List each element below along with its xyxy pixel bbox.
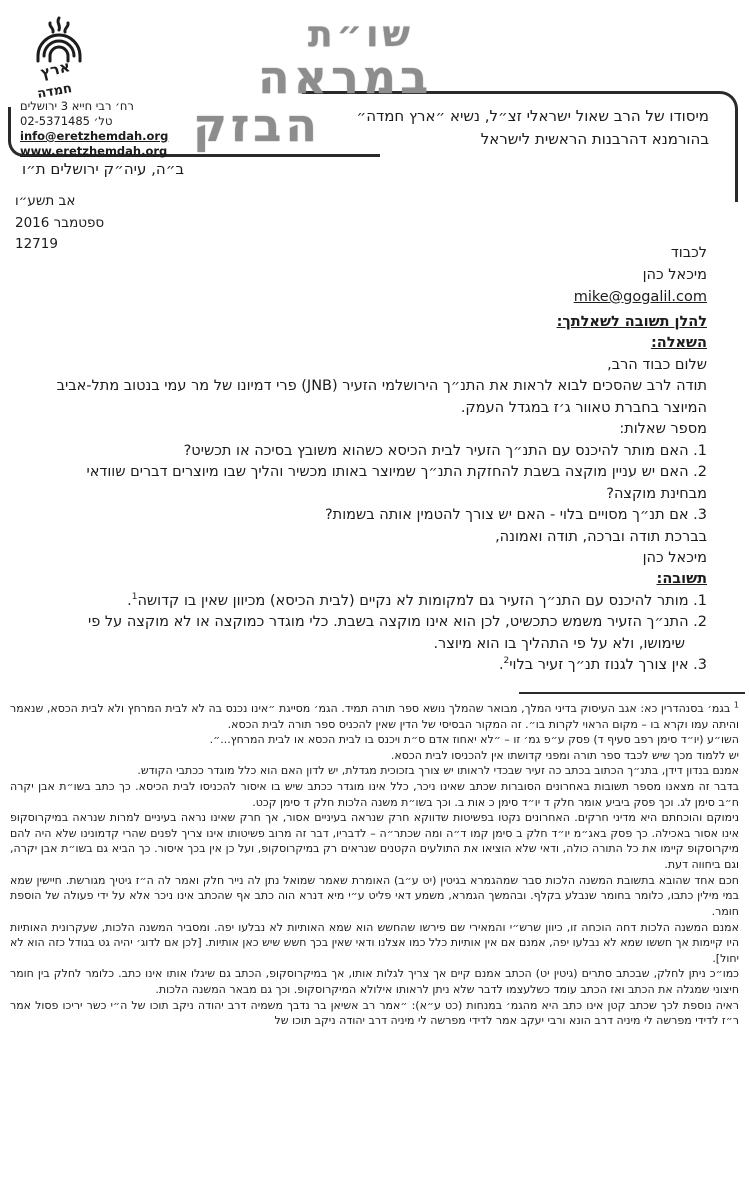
gregorian-date: ספטמבר 2016 (15, 214, 105, 231)
question-item (42, 462, 707, 505)
svg-text:ארץ: ארץ (38, 57, 72, 82)
question-list-intro: מספר שאלות: (619, 421, 707, 438)
footnote-paragraph: כמו״כ ניתן לחלק, שבכתב סתרים (גיטין יט) הכתב אמנם קיים אך צריך לגלות אותו, אך במיקרוסקופ, הכתב גם שיגלו אותו אינו כתב. כלומר לחלק בין חומר חיצוני שמגלה את הכתב ואז הכתב עומד כשלעצמו לדבר שלא ניתן לראותו אילולא המיקרוסקופ. וכך גם מבאר המשנה הלכות. (10, 967, 739, 996)
footnote-reference: 2 (503, 656, 510, 667)
date-reference-block (15, 191, 104, 256)
recipient-name: מיכאל כהן (642, 266, 707, 283)
question-item-text: אם תנ״ך מסויים בלוי - האם יש צורך להטמין אותה בשמות? (324, 507, 689, 524)
eretz-hemdah-logo-icon (26, 14, 92, 106)
question-signature: מיכאל כהן (642, 549, 707, 566)
footnote-paragraph: יש ללמוד מכך שיש לכבד ספר תורה ומפני קדושתו אין להכניסו לבית הכסא. (390, 748, 739, 762)
answer-item-text: אין צורך לגנוז תנ״ך זעיר בלוי (509, 657, 689, 674)
recipient-block (574, 243, 707, 308)
footnote-marker: 1 (733, 700, 739, 710)
letter-body (42, 312, 707, 677)
recipient-honorific: לכבוד (670, 245, 707, 261)
title-habazak: הבזק (193, 98, 321, 152)
footnote-paragraph: השו״ע (יו״ד סימן רפב סעיף ד) פסק ע״פ גמ׳ זו – ״לא יאחוז אדם ס״ת ויכנס בו לבית הכסא או לבית המרחץ...״. (209, 733, 739, 747)
footnote-paragraph: אמנם בנדון דידן, בתנ״ך הכתוב בכתב כה זעיר שבכדי לראותו יש צורך בזכוכית מגדלת, יש לדון האם הוא כלל מוגדר ככתבי הקודש. (137, 764, 739, 778)
footnotes-block (10, 701, 739, 1029)
question-item (42, 505, 707, 526)
answer-item-number: 1. (693, 592, 707, 609)
question-greeting: שלום כבוד הרב, (607, 356, 707, 373)
footnote-separator-line (519, 692, 745, 694)
answer-item (42, 612, 707, 655)
question-heading: השאלה: (650, 335, 707, 352)
footnote-paragraph: נימוקם והוכחתם היא מדיני חרקים. האחרונים נקטו בפשיטות שדווקא חרק שנראה בעיניים אסור, אך חרק שאינו נראה בעיניים למרות שנראה במיקרוסקופ אינו אסור באכילה. כך פסק באג״מ יו״ד חלק ב סימן קמו ד״ה ומה שכתר״ה – לדבריו, דבר זה מרוב פשיטותו אינו צריך לפנים שהרי קדמונינו שלא היה להם מיקרוסקופ קיימו את כל התורה כולה, ודאי שלא הוציאו את התולעים הקטנים שנראים רק במיקרוסקופ, ועל כן אין בכך איסור. כך הביא גם בשו״ת אבן יקרה, וגם ביחווה דעת. (10, 811, 739, 872)
question-closing: בברכת תודה וברכה, תודה ואמונה, (495, 528, 707, 545)
subtitle-rabbinate-line: בהורמנא דהרבנות הראשית לישראל (480, 130, 709, 149)
answer-item-suffix: . (127, 592, 132, 609)
phone-line: טל׳ 02-5371485 (20, 113, 113, 128)
address-line: רח׳ רבי חייא 3 ירושלים (20, 99, 134, 113)
title-bemareh: במראה (258, 50, 433, 104)
question-item-number: 1. (693, 442, 707, 459)
contact-block (20, 99, 168, 159)
question-item (42, 441, 707, 462)
question-intro: תודה לרב שהסכים לבוא לראות את התנ״ך הירושלמי הזעיר (JNB) פרי דמיונו של מר עמי בנטוב מתל-אביב המיוצר בחברת טאוור ג׳ז במגדל העמק. (56, 378, 707, 416)
footnote-paragraph: חכם אחד שהובא בתשובת המשנה הלכות סבר שמהגמרא בגיטין (יט ע״ב) האומרת שאמר שמואל נתן לה נייר חלק ואמר לה ה״ז גיטיך מגורשת. חיישין שמא במי מילין כתבו, כלומר בחומר שנבלע בקלף. ובהמשך הגמרא, משמע דאי פליט ע״י מיא דנרא הוה כתב אף שהכתב אינו ניכר אלא על ידי פעולה של הוספת חומר. (10, 873, 739, 918)
question-item-number: 3. (693, 507, 707, 524)
footnote-paragraph: ראיה נוספת לכך שכתב קטן אינו כתב היא מהגמ׳ במנחות (כט ע״א): ״אמר רב אשיאן בר נדבך משמיה דרב יהודה ניקב תוכו של ה״י כשר יריכו פסול אמר ר״ז לדידי מפרשה לי מיניה דרב הונא ורבי יעקב אמר לדידי מפרשה לי מיניה דרב יהודה ניקב תוכו של (10, 998, 739, 1028)
subtitle-founder-line: מיסודו של הרב שאול ישראלי זצ״ל, נשיא ״ארץ חמדה״ (356, 107, 709, 125)
answer-item-suffix: . (498, 657, 504, 674)
svg-text:חמדה: חמדה (36, 81, 74, 102)
website-link[interactable]: www.eretzhemdah.org (20, 143, 168, 158)
bh-jerusalem-line: ב״ה, עיה״ק ירושלים ת״ו (22, 160, 185, 178)
answer-item (42, 591, 707, 612)
answer-item-number: 3. (693, 657, 707, 674)
footnote-paragraph: אמנם המשנה הלכות דחה הוכחה זו, כיוון שרש״י והמאירי שם פירשו שהחשש הוא שמא האותיות לא נבלעו יפה. ומסביר המשנה הלכות, שעקרונית האותיות היו קיימות אך חששו שמא לא נבלעו יפה, אמנם אם אין אותיות כלל כמו אצלנו ודאי שאין בכך חשש שיש כאן אותיות. [לכן אם לדוג׳ יהיה גט בגודל כזה הוא לא יחול]. (10, 920, 739, 965)
footnote-text: בגמ׳ בסנהדרין כא: אגב העיסוק בדיני המלך, מבואר שהמלך נושא ספר תורה תמיד. הגמ׳ מסייגת ״אינו נכנס בה לא לבית המרחץ ולא לבית הכסא, שנאמר והיתה עמו וקרא בו – מקום הראוי לקרות בו״. זה המקור הבסיסי של הדין שאין להכניס ספר תורה לבית הכסא. (10, 702, 739, 731)
email-link[interactable]: info@eretzhemdah.org (20, 128, 169, 143)
response-intro-heading: להלן תשובה לשאלתך: (556, 314, 707, 330)
answer-heading: תשובה: (656, 571, 707, 588)
question-item-text: האם מותר להיכנס עם התנ״ך הזעיר לבית הכיסא כשהוא משובץ בסיכה או תכשיט? (183, 442, 689, 459)
footnote-paragraph (10, 701, 739, 732)
hebrew-date: אב תשע״ו (15, 193, 76, 209)
answer-item-number: 2. (693, 614, 707, 631)
reference-number: 12719 (15, 236, 58, 253)
recipient-email-link[interactable]: mike@gogalil.com (573, 288, 707, 305)
institute-subtitle (357, 105, 709, 152)
answer-item-text: התנ״ך הזעיר משמש כתכשיט, לכן הוא אינו מוקצה בשבת. כלי מוגדר כמוקצה או לא מוקצה על פי שימושו, ולא על פי התהליך בו הוא מיוצר. (88, 614, 689, 652)
answer-item-text: מותר להיכנס עם התנ״ך הזעיר גם למקומות לא נקיים (לבית הכיסא) מכיוון שאין בו קדושה (137, 592, 689, 609)
footnote-reference: 1 (131, 592, 138, 603)
question-item-number: 2. (693, 464, 707, 481)
title-shut: שו״ת (308, 14, 414, 55)
question-item-text: האם יש עניין מוקצה בשבת להחזקת התנ״ך שמיוצר באותו מכשיר והליך שבו מיוצרים דברים שוודאי מבחינת מוקצה? (86, 464, 707, 502)
footnote-paragraph: בדבר זה מצאנו מספר תשובות באחרונים הסוברות שכתב שאינו ניכר, כלל אינו מוגדר ככתב שיש בו איסור להכניסו לבית הכיסא. כך כתב בשו״ת אבן יקרה ח״ב סימן לג. וכך פסק ביביע אומר חלק ד יו״ד סימן כ אות ב. וכך בשו״ת משנה הלכות חלק ד סימן קכט. (10, 780, 739, 809)
answer-item (42, 655, 707, 676)
